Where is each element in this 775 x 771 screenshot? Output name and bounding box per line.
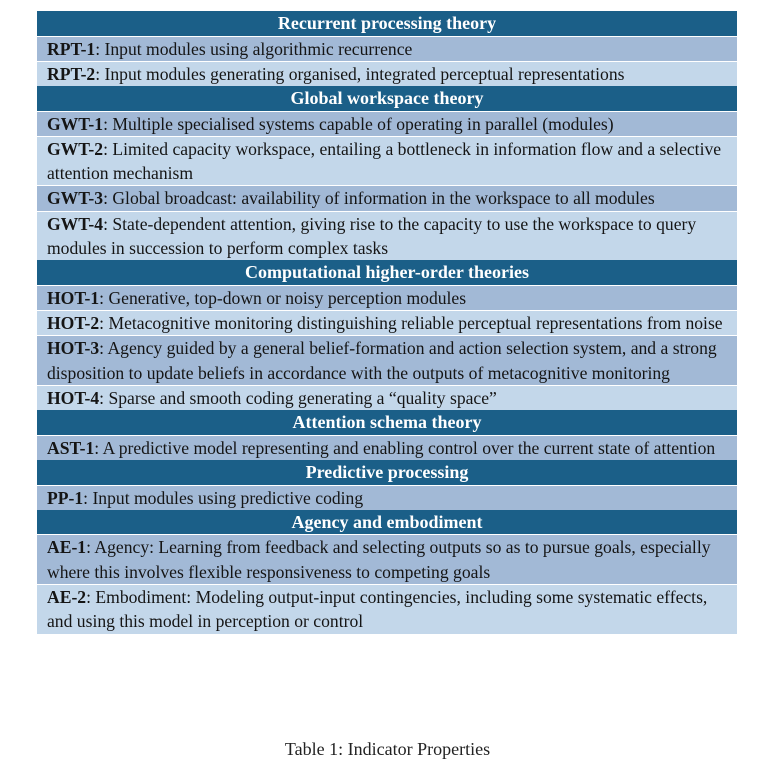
indicator-description: : Embodiment: Modeling output-input contingencies, including some systematic effects, and using this model in perception or control xyxy=(47,587,708,632)
indicator-row xyxy=(37,435,737,460)
indicator-row xyxy=(37,385,737,410)
section-header: Predictive processing xyxy=(37,460,737,485)
indicator-row xyxy=(37,185,737,210)
indicator-description: : A predictive model representing and enabling control over the current state of attention xyxy=(94,437,716,458)
indicator-id: AE-1 xyxy=(47,537,87,558)
indicator-description: : Metacognitive monitoring distinguishing reliable perceptual representations from noise xyxy=(99,313,723,334)
indicator-id: GWT-3 xyxy=(47,188,104,209)
table-caption: Table 1: Indicator Properties xyxy=(284,739,491,759)
indicator-description: : Agency: Learning from feedback and selecting outputs so as to pursue goals, especially where this involves flexible responsiveness to competing goals xyxy=(47,537,711,582)
indicator-row xyxy=(37,36,737,61)
indicator-row xyxy=(37,211,737,261)
indicator-description: : Generative, top-down or noisy perception modules xyxy=(99,287,467,308)
section-header: Global workspace theory xyxy=(37,86,737,111)
section-header: Attention schema theory xyxy=(37,410,737,435)
indicator-id: AST-1 xyxy=(47,437,95,458)
section-header: Agency and embodiment xyxy=(37,510,737,535)
indicator-id: HOT-4 xyxy=(47,388,100,409)
indicator-row xyxy=(37,335,737,385)
indicator-id: HOT-1 xyxy=(47,287,100,308)
indicator-id: GWT-1 xyxy=(47,113,104,134)
indicator-id: AE-2 xyxy=(47,587,87,608)
indicator-description: : State-dependent attention, giving rise to the capacity to use the workspace to query modules in succession to perform complex tasks xyxy=(47,213,697,259)
indicator-description: : Agency guided by a general belief-formation and action selection system, and a strong disposition to update beliefs in accordance with the outputs of metacognitive monitoring xyxy=(47,338,717,383)
indicator-id: HOT-2 xyxy=(47,313,100,334)
indicator-description: : Sparse and smooth coding generating a “quality space” xyxy=(99,388,497,409)
indicator-row xyxy=(37,534,737,584)
section-header: Computational higher-order theories xyxy=(37,260,737,285)
indicator-description: : Input modules using predictive coding xyxy=(83,487,364,508)
indicator-row xyxy=(37,310,737,335)
indicator-description: : Limited capacity workspace, entailing a bottleneck in information flow and a selective attention mechanism xyxy=(47,138,722,184)
indicator-id: GWT-2 xyxy=(47,138,104,159)
section-header: Recurrent processing theory xyxy=(37,11,737,36)
indicator-id: GWT-4 xyxy=(47,213,104,234)
indicator-properties-table xyxy=(37,11,737,634)
indicator-row xyxy=(37,285,737,310)
indicator-description: : Input modules generating organised, integrated perceptual representations xyxy=(95,63,625,84)
indicator-row xyxy=(37,136,737,186)
indicator-id: HOT-3 xyxy=(47,338,100,359)
indicator-description: : Multiple specialised systems capable of operating in parallel (modules) xyxy=(103,113,614,134)
indicator-row xyxy=(37,61,737,86)
indicator-row xyxy=(37,584,737,634)
indicator-description: : Input modules using algorithmic recurrence xyxy=(95,38,413,59)
indicator-row xyxy=(37,485,737,510)
indicator-id: RPT-2 xyxy=(47,63,96,84)
indicator-description: : Global broadcast: availability of information in the workspace to all modules xyxy=(103,188,655,209)
indicator-id: RPT-1 xyxy=(47,38,96,59)
indicator-id: PP-1 xyxy=(47,487,84,508)
indicator-row xyxy=(37,111,737,136)
